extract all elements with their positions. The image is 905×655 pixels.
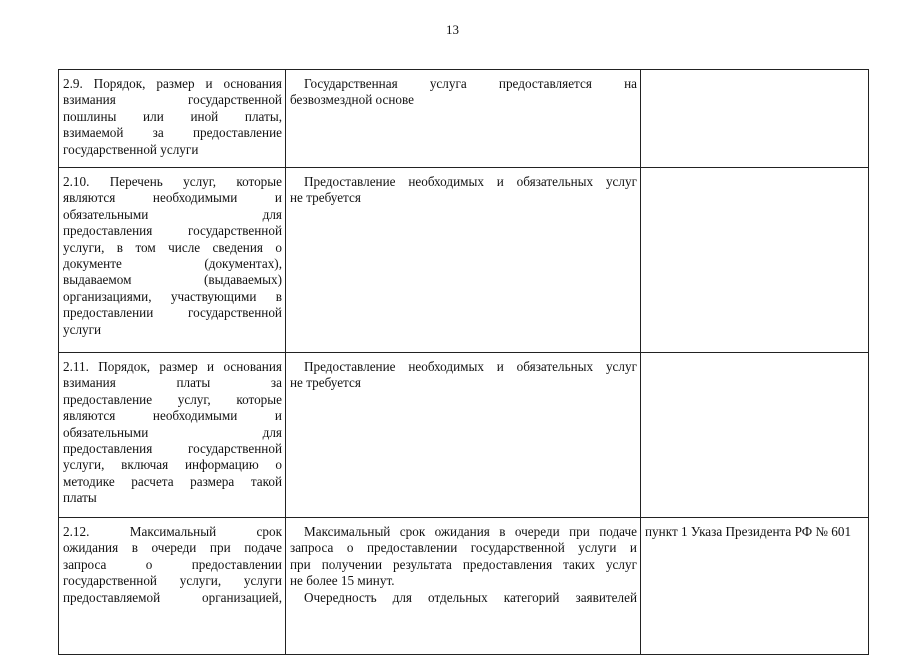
page-number: 13	[446, 22, 459, 37]
legal-basis-text: пункт 1 Указа Президента РФ № 601	[645, 524, 852, 539]
label-line: государственной услуги, услуги	[63, 573, 282, 589]
label-line: запроса о предоставлении	[63, 556, 282, 572]
label-line: взимаемой за предоставление	[63, 125, 282, 141]
label-line: 2.11. Порядок, размер и основания	[63, 359, 282, 374]
label-line: пошлины или иной платы,	[63, 108, 282, 124]
label-line: услуги	[63, 321, 102, 337]
label-line: обязательными для	[63, 206, 282, 222]
content-line: Государственная услуга предоставляется на	[304, 76, 637, 91]
row-content-cell	[286, 70, 641, 168]
label-line: 2.12. Максимальный срок	[63, 524, 282, 539]
row-content-cell	[286, 353, 641, 518]
content-line: не более 15 минут.	[290, 573, 395, 589]
row-legal-basis-cell	[641, 518, 869, 655]
row-content-cell	[286, 168, 641, 353]
label-line: документе (документах),	[63, 256, 282, 272]
table-row	[59, 353, 869, 518]
label-line: являются необходимыми и	[63, 190, 282, 206]
row-legal-basis-cell	[641, 353, 869, 518]
content-line: безвозмездной основе	[290, 92, 414, 108]
label-line: услуги, в том числе сведения о	[63, 239, 282, 255]
label-line: государственной услуги	[63, 141, 199, 157]
content-line: запроса о предоставлении государственной услуги и	[290, 540, 637, 556]
label-line: являются необходимыми и	[63, 408, 282, 424]
content-line: Предоставление необходимых и обязательных услуг	[304, 174, 637, 189]
label-line: предоставления государственной	[63, 441, 282, 457]
content-line: не требуется	[290, 190, 361, 206]
label-line: 2.10. Перечень услуг, которые	[63, 174, 282, 189]
content-line: при получении результата предоставления таких услуг	[290, 556, 637, 572]
content-line: не требуется	[290, 375, 361, 391]
regulation-table	[58, 69, 869, 655]
label-line: услуги, включая информацию о	[63, 457, 282, 473]
row-label-cell	[59, 518, 286, 655]
label-line: взимания государственной	[63, 92, 282, 108]
table-row	[59, 518, 869, 655]
label-line: предоставлении государственной	[63, 305, 282, 321]
row-label-cell	[59, 168, 286, 353]
label-line: предоставления государственной	[63, 223, 282, 239]
label-line: платы	[63, 490, 97, 506]
row-legal-basis-cell	[641, 70, 869, 168]
label-line: ожидания в очереди при подаче	[63, 540, 282, 556]
content-line: Очередность для отдельных категорий заявителей	[304, 589, 637, 605]
row-label-cell	[59, 70, 286, 168]
table-row	[59, 168, 869, 353]
table-row	[59, 70, 869, 168]
label-line: предоставление услуг, которые	[63, 391, 282, 407]
row-legal-basis-cell	[641, 168, 869, 353]
label-line: выдаваемом (выдаваемых)	[63, 272, 282, 288]
label-line: 2.9. Порядок, размер и основания	[63, 76, 282, 91]
label-line: предоставляемой организацией,	[63, 589, 282, 605]
label-line: организациями, участвующими в	[63, 288, 282, 304]
row-content-cell	[286, 518, 641, 655]
row-label-cell	[59, 353, 286, 518]
label-line: методике расчета размера такой	[63, 473, 282, 489]
content-line: Предоставление необходимых и обязательных услуг	[304, 359, 637, 374]
content-line: Максимальный срок ожидания в очереди при подаче	[304, 524, 637, 539]
label-line: взимания платы за	[63, 375, 282, 391]
label-line: обязательными для	[63, 424, 282, 440]
